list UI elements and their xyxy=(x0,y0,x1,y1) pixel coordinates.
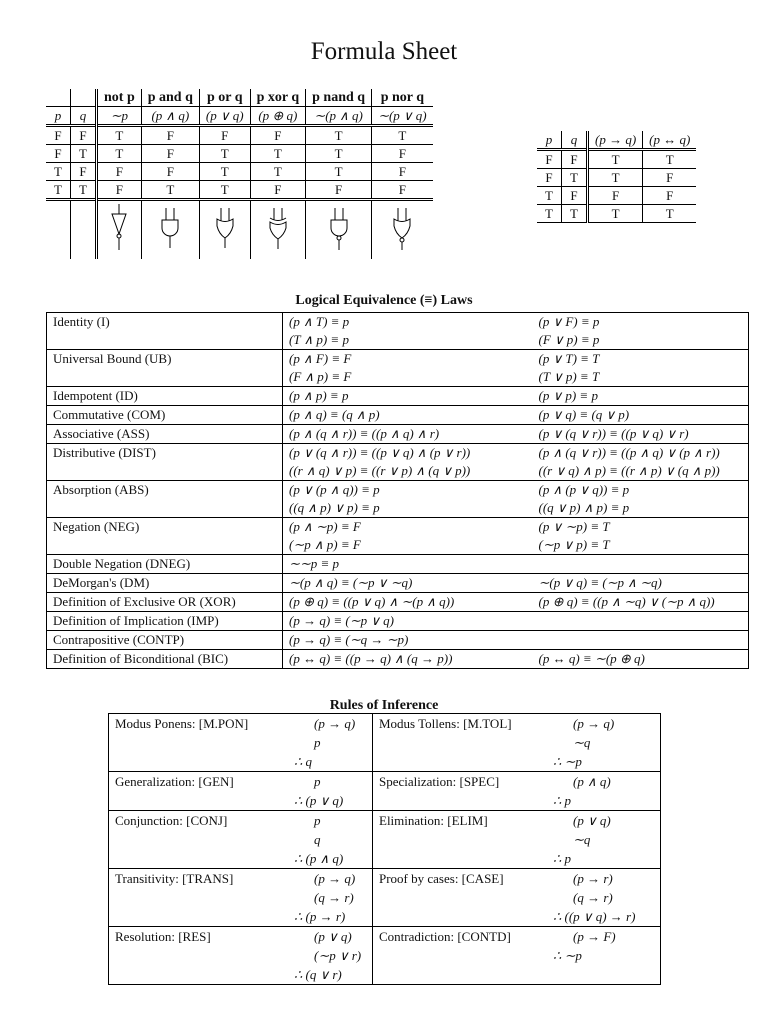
table-row xyxy=(537,150,696,169)
table-cell: F xyxy=(141,145,199,163)
law-formula-cell xyxy=(533,350,749,387)
table-cell: F xyxy=(46,145,71,163)
law-formula: (p ∨ (p ∧ q)) ≡ p xyxy=(289,482,380,497)
table-cell: T xyxy=(46,163,71,181)
rule-name: Generalization: [GEN] xyxy=(115,774,234,789)
law-formula: (p ⊕ q) ≡ ((p ∧ ∼q) ∨ (∼p ∧ q)) xyxy=(538,594,715,609)
law-formula: (p ∧ p) ≡ p xyxy=(289,388,349,403)
law-formula: (p ⊕ q) ≡ ((p ∨ q) ∧ ∼(p ∧ q)) xyxy=(289,594,455,609)
rule-cell xyxy=(373,714,661,772)
rule-steps xyxy=(294,714,372,771)
rule-premise: (∼p ∨ r) xyxy=(314,948,362,963)
table-cell: T xyxy=(588,150,643,169)
rule-block xyxy=(109,869,372,926)
law-name: Definition of Biconditional (BIC) xyxy=(47,650,283,669)
rule-premise: (p → q) xyxy=(314,716,356,731)
law-row xyxy=(47,631,749,650)
rule-block xyxy=(109,927,372,984)
rule-steps xyxy=(553,714,660,771)
section-title-rules-of-inference: Rules of Inference xyxy=(329,698,439,713)
law-formula: (p ∨ p) ≡ p xyxy=(538,388,598,403)
law-formula: (p ∨ q) ≡ (q ∨ p) xyxy=(538,407,630,422)
table-cell: F xyxy=(372,181,433,200)
header-p-xor-q: p xor q xyxy=(250,89,306,107)
table-cell: F xyxy=(71,163,97,181)
header-not-p: not p xyxy=(97,89,142,107)
table-cell: F xyxy=(537,169,562,187)
table-cell: T xyxy=(97,126,142,145)
law-formula-cell xyxy=(533,481,749,518)
truth-table-subheader-row xyxy=(46,107,433,126)
law-formula: ∼(p ∧ q) ≡ (∼p ∨ ∼q) xyxy=(289,575,413,590)
table-cell: T xyxy=(250,145,306,163)
table-cell: T xyxy=(306,126,372,145)
table-cell: T xyxy=(46,181,71,200)
law-formula-cell xyxy=(533,387,749,406)
rule-premise: (q → r) xyxy=(314,890,354,905)
table-cell: T xyxy=(199,145,250,163)
table-cell: F xyxy=(141,126,199,145)
xor-gate-icon xyxy=(250,200,306,260)
law-formula: (T ∧ p) ≡ p xyxy=(289,332,349,347)
table-row xyxy=(537,205,696,223)
subheader-cell: q xyxy=(71,107,97,126)
law-row xyxy=(47,313,749,350)
law-formula: (p → q) ≡ (∼p ∨ q) xyxy=(289,613,394,628)
table-cell: F xyxy=(141,163,199,181)
header-cell: q xyxy=(562,131,588,150)
rule-cell xyxy=(109,714,373,772)
law-formula: (p ∧ (q ∧ r)) ≡ ((p ∧ q) ∧ r) xyxy=(289,426,440,441)
section-title-equivalence-laws: Logical Equivalence (≡) Laws xyxy=(295,293,473,308)
table-cell: F xyxy=(250,181,306,200)
rule-premise: (p → q) xyxy=(314,871,356,886)
table-cell: T xyxy=(97,145,142,163)
law-formula-cell xyxy=(533,425,749,444)
rule-name: Specialization: [SPEC] xyxy=(379,774,500,789)
rule-row xyxy=(109,869,661,927)
rule-cell xyxy=(109,772,373,811)
rule-block xyxy=(373,811,660,868)
table-cell: T xyxy=(141,181,199,200)
not-gate-icon xyxy=(97,200,142,260)
law-formula: ((q ∨ p) ∧ p) ≡ p xyxy=(538,500,630,515)
truth-table-conditionals xyxy=(537,131,696,223)
table-cell: T xyxy=(306,145,372,163)
rule-block xyxy=(109,811,372,868)
table-cell: T xyxy=(306,163,372,181)
header-cell: p xyxy=(537,131,562,150)
law-formula-cell xyxy=(283,612,749,631)
law-formula-cell xyxy=(283,574,533,593)
law-formula-cell xyxy=(283,518,533,555)
law-row xyxy=(47,518,749,555)
rule-steps xyxy=(553,772,660,810)
law-name: Absorption (ABS) xyxy=(47,481,283,518)
law-formula-cell xyxy=(283,444,533,481)
rule-steps xyxy=(294,772,372,810)
rule-premise: ∼q xyxy=(573,832,591,847)
rule-name: Transitivity: [TRANS] xyxy=(115,871,234,886)
rule-steps xyxy=(553,927,660,965)
law-row xyxy=(47,387,749,406)
law-row xyxy=(47,481,749,518)
subheader-cell: ∼p xyxy=(97,107,142,126)
law-formula-cell xyxy=(283,631,749,650)
table-row xyxy=(46,181,433,200)
rule-name: Contradiction: [CONTD] xyxy=(379,929,511,944)
table-cell: T xyxy=(250,163,306,181)
law-name: Identity (I) xyxy=(47,313,283,350)
table-cell: F xyxy=(372,163,433,181)
rule-premise: (p → q) xyxy=(573,716,615,731)
law-formula: (p → q) ≡ (∼q → ∼p) xyxy=(289,632,409,647)
page-title: Formula Sheet xyxy=(310,38,458,65)
table-cell: T xyxy=(199,181,250,200)
law-formula: ((r ∨ q) ∧ p) ≡ ((r ∧ p) ∨ (q ∧ p)) xyxy=(538,463,720,478)
law-formula: (p ↔ q) ≡ ((p → q) ∧ (q → p)) xyxy=(289,651,453,666)
law-formula: (F ∧ p) ≡ F xyxy=(289,369,352,384)
table-row xyxy=(46,145,433,163)
nor-gate-icon xyxy=(372,200,433,260)
or-gate-icon xyxy=(199,200,250,260)
rule-cell xyxy=(109,869,373,927)
truth-table-operators xyxy=(46,89,433,259)
law-row xyxy=(47,425,749,444)
law-formula: ∼(p ∨ q) ≡ (∼p ∧ ∼q) xyxy=(538,575,662,590)
law-formula: (p ∨ (q ∧ r)) ≡ ((p ∨ q) ∧ (p ∨ r)) xyxy=(289,445,471,460)
table-cell: T xyxy=(562,169,588,187)
rule-conclusion: ∴ ∼p xyxy=(553,948,582,963)
truth-table-header-row xyxy=(46,89,433,107)
logic-gate-row xyxy=(46,200,433,260)
and-gate-icon xyxy=(141,200,199,260)
subheader-cell: ∼(p ∨ q) xyxy=(372,107,433,126)
nand-gate-icon xyxy=(306,200,372,260)
rule-conclusion: ∴ (p ∧ q) xyxy=(294,851,344,866)
rule-premise: (p ∨ q) xyxy=(314,929,352,944)
rule-block xyxy=(373,772,660,810)
table-cell: T xyxy=(643,150,697,169)
rule-name: Resolution: [RES] xyxy=(115,929,211,944)
rule-premise: p xyxy=(314,813,321,828)
law-formula: (p ∧ (p ∨ q)) ≡ p xyxy=(538,482,630,497)
law-formula: (p ∨ ∼p) ≡ T xyxy=(538,519,610,534)
law-formula-cell xyxy=(283,350,533,387)
subheader-cell: ∼(p ∧ q) xyxy=(306,107,372,126)
subheader-cell: (p ∧ q) xyxy=(141,107,199,126)
rule-name: Proof by cases: [CASE] xyxy=(379,871,504,886)
law-formula-cell xyxy=(283,481,533,518)
table-row xyxy=(537,169,696,187)
table-cell: F xyxy=(97,163,142,181)
table-row xyxy=(537,187,696,205)
law-formula: ((r ∧ q) ∨ p) ≡ ((r ∨ p) ∧ (q ∨ p)) xyxy=(289,463,471,478)
law-formula-cell xyxy=(533,313,749,350)
header-p-or-q: p or q xyxy=(199,89,250,107)
law-formula-cell xyxy=(533,518,749,555)
rule-name: Modus Ponens: [M.PON] xyxy=(115,716,249,731)
rule-premise: (p ∧ q) xyxy=(573,774,611,789)
law-formula-cell xyxy=(533,406,749,425)
table-cell: T xyxy=(562,205,588,223)
rule-conclusion: ∴ q xyxy=(294,754,313,769)
law-formula-cell xyxy=(283,425,533,444)
rule-conclusion: ∴ (q ∨ r) xyxy=(294,967,342,982)
law-name: Double Negation (DNEG) xyxy=(47,555,283,574)
law-row xyxy=(47,444,749,481)
table-cell: F xyxy=(71,126,97,145)
rule-premise: p xyxy=(314,774,321,789)
header-cell: (p → q) xyxy=(588,131,643,150)
rule-name: Modus Tollens: [M.TOL] xyxy=(379,716,512,731)
table-cell: T xyxy=(588,169,643,187)
table-row xyxy=(46,163,433,181)
rule-row xyxy=(109,927,661,985)
rule-block xyxy=(373,927,660,965)
rule-premise: q xyxy=(314,832,321,847)
rule-block xyxy=(109,714,372,771)
rule-premise: ∼q xyxy=(573,735,591,750)
rule-block xyxy=(373,869,660,926)
rule-steps xyxy=(294,811,372,868)
rule-cell xyxy=(373,869,661,927)
table-cell: T xyxy=(372,126,433,145)
law-name: Definition of Implication (IMP) xyxy=(47,612,283,631)
rule-cell xyxy=(373,811,661,869)
law-name: Negation (NEG) xyxy=(47,518,283,555)
law-formula: (p ∧ q) ≡ (q ∧ p) xyxy=(289,407,380,422)
law-formula: ((q ∧ p) ∨ p) ≡ p xyxy=(289,500,380,515)
table-cell: F xyxy=(537,150,562,169)
subheader-cell: (p ⊕ q) xyxy=(250,107,306,126)
law-formula: (∼p ∨ p) ≡ T xyxy=(538,537,610,552)
table-cell: F xyxy=(588,187,643,205)
law-formula: (p ∧ (q ∨ r)) ≡ ((p ∧ q) ∨ (p ∧ r)) xyxy=(538,445,720,460)
table-cell: F xyxy=(372,145,433,163)
rule-cell xyxy=(109,811,373,869)
header-p-and-q: p and q xyxy=(141,89,199,107)
rule-steps xyxy=(294,927,372,984)
law-formula-cell xyxy=(533,650,749,669)
law-row xyxy=(47,350,749,387)
header-p-nor-q: p nor q xyxy=(380,90,425,105)
law-formula-cell xyxy=(283,313,533,350)
rule-name: Elimination: [ELIM] xyxy=(379,813,488,828)
law-formula-cell xyxy=(533,444,749,481)
table-cell: F xyxy=(250,126,306,145)
law-formula: (p ∧ ∼p) ≡ F xyxy=(289,519,361,534)
rule-row xyxy=(109,811,661,869)
law-name: Contrapositive (CONTP) xyxy=(47,631,283,650)
rule-steps xyxy=(553,869,660,926)
law-row xyxy=(47,406,749,425)
equivalence-laws-table xyxy=(46,312,749,669)
law-formula: (p ∨ (q ∨ r)) ≡ ((p ∨ q) ∨ r) xyxy=(538,426,689,441)
rule-premise: (p ∨ q) xyxy=(573,813,611,828)
truth-table-header-row xyxy=(537,131,696,150)
law-formula: (p ∧ T) ≡ p xyxy=(289,314,350,329)
rule-conclusion: ∴ ∼p xyxy=(553,754,582,769)
law-formula: (∼p ∧ p) ≡ F xyxy=(289,537,361,552)
header-cell xyxy=(71,89,97,107)
law-name: Commutative (COM) xyxy=(47,406,283,425)
rule-conclusion: ∴ (p → r) xyxy=(294,909,346,924)
law-name: Universal Bound (UB) xyxy=(47,350,283,387)
rule-steps xyxy=(294,869,372,926)
rules-of-inference-table xyxy=(108,713,661,985)
table-cell: F xyxy=(643,187,697,205)
rule-conclusion: ∴ ((p ∨ q) → r) xyxy=(553,909,636,924)
law-formula: ∼∼p ≡ p xyxy=(289,556,340,571)
rule-premise: (p → r) xyxy=(573,871,613,886)
table-cell: T xyxy=(537,205,562,223)
rule-cell xyxy=(373,927,661,985)
law-formula-cell xyxy=(283,406,533,425)
law-formula: (p ∨ T) ≡ T xyxy=(538,351,600,366)
rule-premise: (p → F) xyxy=(573,929,616,944)
table-cell: F xyxy=(97,181,142,200)
law-formula-cell xyxy=(533,574,749,593)
law-formula-cell xyxy=(533,593,749,612)
rule-conclusion: ∴ p xyxy=(553,793,572,808)
rule-premise: (q → r) xyxy=(573,890,613,905)
table-cell: T xyxy=(537,187,562,205)
rule-conclusion: ∴ p xyxy=(553,851,572,866)
table-cell: F xyxy=(306,181,372,200)
rule-block xyxy=(109,772,372,810)
table-cell: T xyxy=(199,163,250,181)
rule-conclusion: ∴ (p ∨ q) xyxy=(294,793,344,808)
law-formula: (F ∨ p) ≡ p xyxy=(538,332,600,347)
header-cell xyxy=(46,89,71,107)
law-formula: (p ∨ F) ≡ p xyxy=(538,314,600,329)
law-formula-cell xyxy=(283,387,533,406)
law-formula-cell xyxy=(283,555,749,574)
rule-steps xyxy=(553,811,660,868)
rule-cell xyxy=(373,772,661,811)
rule-row xyxy=(109,772,661,811)
rule-cell xyxy=(109,927,373,985)
law-name: Idempotent (ID) xyxy=(47,387,283,406)
subheader-cell: p xyxy=(46,107,71,126)
law-row xyxy=(47,593,749,612)
law-row xyxy=(47,574,749,593)
law-row xyxy=(47,555,749,574)
law-formula-cell xyxy=(283,650,533,669)
table-cell: F xyxy=(199,126,250,145)
rule-row xyxy=(109,714,661,772)
header-p-nand-q: p nand q xyxy=(306,89,372,107)
law-formula: (p ∧ F) ≡ F xyxy=(289,351,352,366)
table-cell: F xyxy=(643,169,697,187)
rule-name: Conjunction: [CONJ] xyxy=(115,813,228,828)
law-row xyxy=(47,612,749,631)
table-cell: T xyxy=(71,181,97,200)
rule-premise: p xyxy=(314,735,321,750)
table-cell: T xyxy=(643,205,697,223)
law-formula: (p ↔ q) ≡ ∼(p ⊕ q) xyxy=(538,651,645,666)
table-cell: F xyxy=(46,126,71,145)
law-name: Definition of Exclusive OR (XOR) xyxy=(47,593,283,612)
law-formula: (T ∨ p) ≡ T xyxy=(538,369,600,384)
rule-block xyxy=(373,714,660,771)
law-name: Associative (ASS) xyxy=(47,425,283,444)
header-cell: (p ↔ q) xyxy=(649,132,691,147)
table-cell: T xyxy=(71,145,97,163)
law-formula-cell xyxy=(283,593,533,612)
table-cell: T xyxy=(588,205,643,223)
law-name: Distributive (DIST) xyxy=(47,444,283,481)
table-cell: F xyxy=(562,187,588,205)
table-cell: F xyxy=(562,150,588,169)
table-row xyxy=(46,126,433,145)
law-row xyxy=(47,650,749,669)
law-name: DeMorgan's (DM) xyxy=(47,574,283,593)
subheader-cell: (p ∨ q) xyxy=(199,107,250,126)
